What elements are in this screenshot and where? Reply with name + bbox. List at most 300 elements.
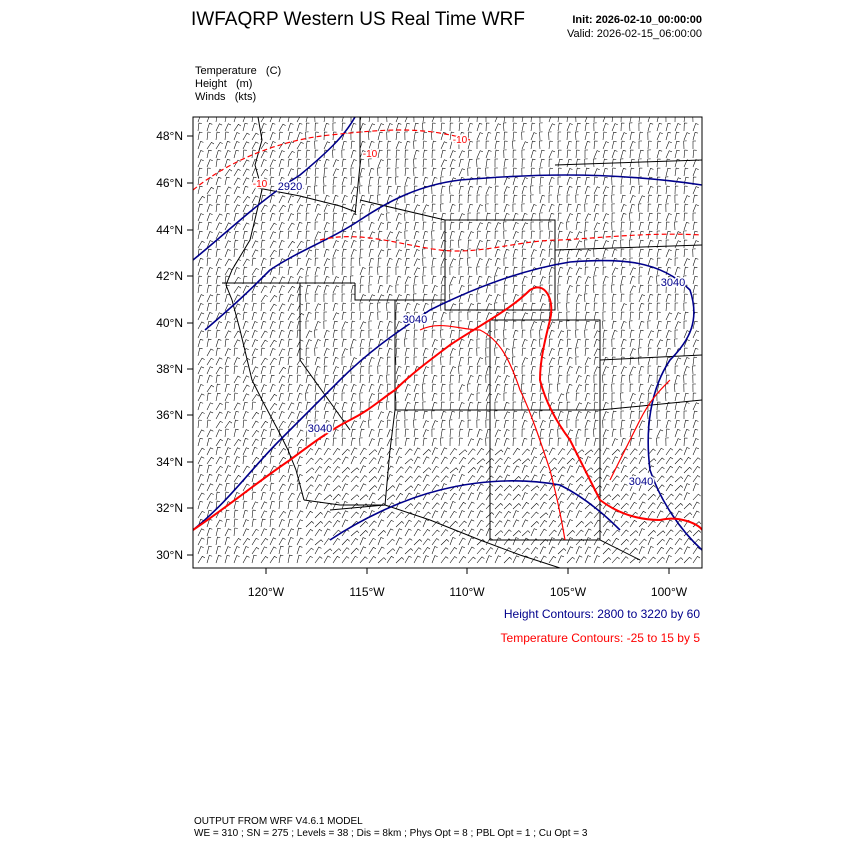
wind-barb (495, 330, 498, 338)
wind-barb (360, 375, 364, 383)
wind-barb (576, 303, 580, 311)
wind-barb (315, 485, 322, 492)
wind-barb (693, 429, 698, 437)
wind-barb (423, 240, 428, 248)
wind-barb (198, 267, 203, 275)
wind-barb (297, 241, 304, 248)
wind-barb (387, 366, 391, 374)
wind-barb (522, 204, 525, 212)
wind-barb (585, 150, 588, 158)
wind-barb (666, 114, 669, 122)
wind-barb (288, 132, 293, 140)
wind-barb (378, 295, 384, 302)
wind-barb (333, 348, 338, 356)
wind-barb (441, 539, 449, 545)
wind-barb (351, 556, 358, 563)
wind-barb (261, 286, 267, 293)
wind-barb (549, 124, 555, 131)
wind-barb (666, 204, 669, 212)
wind-barb (648, 123, 653, 131)
wind-barb (513, 195, 517, 203)
wind-barb (585, 186, 590, 194)
wind-barb (621, 240, 624, 248)
wind-barb (684, 484, 690, 491)
wind-barb (657, 213, 661, 221)
wind-barb (386, 204, 389, 212)
wind-barb (270, 547, 276, 554)
wind-barb (657, 348, 661, 356)
wind-barb (207, 555, 212, 563)
wind-barb (567, 458, 575, 464)
wind-barb (342, 511, 348, 518)
wind-barb (675, 322, 681, 329)
wind-barb (288, 403, 294, 410)
wind-barb (369, 521, 377, 527)
wind-barb (261, 115, 268, 122)
wind-barb (423, 177, 428, 185)
wind-barb (234, 528, 238, 536)
wind-barb (198, 276, 202, 284)
wind-barb (522, 285, 526, 293)
wind-barb (486, 123, 489, 131)
height-contours-legend: Height Contours: 2800 to 3220 by 60 (503, 607, 700, 621)
wind-barb (531, 429, 536, 437)
wind-barb (585, 450, 593, 455)
lon-label-105: 105°W (549, 585, 587, 599)
wind-barb (468, 520, 474, 527)
wind-barb (351, 150, 356, 158)
wind-barb (351, 241, 357, 249)
wind-barb (288, 151, 295, 158)
wind-barb (566, 222, 569, 230)
wind-barb (342, 539, 350, 545)
wind-barb (594, 375, 597, 383)
wind-barb (495, 186, 499, 194)
wind-barb (396, 529, 402, 536)
wind-barb (639, 449, 646, 455)
wind-barb (693, 420, 698, 428)
wind-barb (531, 486, 539, 491)
wind-barb (522, 132, 525, 140)
wind-barb (387, 312, 391, 320)
wind-barb (531, 133, 537, 140)
wind-barb (405, 177, 410, 185)
wind-barb (261, 466, 268, 473)
wind-barb (612, 124, 618, 131)
wind-barb (666, 259, 672, 266)
wind-barb (648, 213, 653, 221)
wind-barb (378, 214, 384, 221)
model-config: WE = 310 ; SN = 275 ; Levels = 38 ; Dis = 8km ; Phys Opt = 8 ; PBL Opt = 1 ; Cu Opt = 3 (194, 828, 588, 839)
wind-barb (378, 357, 383, 365)
wind-barb (540, 529, 547, 536)
wind-barb (486, 231, 490, 239)
wind-barb (441, 402, 445, 410)
wind-barb (666, 484, 673, 491)
wind-barb (324, 357, 328, 365)
wind-barb (576, 213, 581, 221)
wind-barb (396, 312, 399, 320)
wind-barb (198, 141, 203, 149)
wind-barb (306, 402, 311, 410)
wind-barb (306, 204, 311, 212)
wind-barb (468, 312, 471, 320)
wind-barb (504, 231, 507, 239)
wind-barb (684, 457, 691, 464)
wind-barb (558, 538, 565, 545)
wind-barb (522, 548, 530, 554)
wind-barb (666, 151, 672, 158)
wind-barb (315, 366, 320, 374)
wind-barb (378, 466, 384, 473)
wind-barb (333, 538, 340, 545)
wind-barb (495, 485, 503, 491)
wind-barb (576, 477, 584, 483)
wind-barb (432, 115, 438, 122)
wind-barb (207, 438, 212, 446)
wind-barb (270, 160, 276, 167)
wind-barb (216, 555, 221, 563)
wind-barb (288, 510, 293, 518)
wind-barb (360, 511, 367, 518)
wind-barb (387, 114, 390, 122)
wind-barb (387, 276, 390, 284)
wind-barb (468, 249, 471, 257)
wind-barb (675, 375, 680, 383)
wind-barb (207, 123, 212, 131)
wind-barb (279, 376, 285, 383)
wind-barb (621, 339, 626, 347)
wind-barb (693, 132, 698, 140)
wind-barb (342, 357, 345, 365)
wind-barb (432, 476, 439, 482)
wind-barb (666, 294, 671, 302)
wind-barb (279, 231, 283, 239)
wind-barb (432, 150, 435, 158)
wind-barb (549, 267, 554, 275)
wind-barb (693, 494, 701, 500)
wind-barb (450, 114, 454, 122)
wind-barb (621, 205, 627, 213)
height-label-3040-west: 3040 (307, 423, 333, 435)
wind-barb (468, 348, 473, 356)
wind-barb (585, 258, 590, 266)
wind-barb (225, 412, 231, 420)
wind-barb (351, 231, 356, 239)
wind-barb (297, 294, 301, 302)
wind-barb (369, 547, 376, 554)
wind-barb (549, 249, 552, 257)
wind-barb (351, 294, 355, 302)
wind-barb (639, 539, 647, 545)
wind-barb (459, 556, 466, 563)
wind-barb (288, 546, 292, 554)
wind-barb (306, 556, 313, 563)
wind-barb (549, 366, 553, 374)
wind-barb (630, 168, 634, 176)
wind-barb (360, 466, 366, 473)
wind-barb (198, 430, 204, 437)
wind-barb (477, 484, 484, 491)
wind-barb (279, 241, 285, 249)
wind-barb (198, 501, 203, 509)
wind-barb (459, 438, 463, 446)
wind-barb (567, 357, 572, 365)
wind-barb (531, 114, 535, 122)
wind-barb (648, 538, 654, 545)
wind-barb (612, 557, 620, 563)
wind-barb (396, 420, 400, 428)
wind-barb (414, 231, 419, 239)
wind-barb (441, 384, 446, 392)
wind-barb (423, 457, 429, 464)
wind-barb (648, 366, 651, 374)
wind-barb (594, 556, 600, 563)
wind-barb (486, 150, 492, 158)
wind-barb (585, 529, 591, 536)
wind-barb (288, 159, 292, 167)
wind-barb (468, 150, 472, 158)
wind-barb (585, 204, 588, 212)
wind-barb (414, 384, 419, 392)
wind-barb (567, 520, 573, 527)
wind-barb (675, 267, 680, 275)
wind-barb (378, 231, 382, 239)
wind-barb (459, 267, 462, 275)
wind-barb (252, 439, 259, 446)
wind-barb (324, 521, 332, 527)
wind-barb (342, 330, 345, 338)
wind-barb (477, 429, 482, 437)
wind-barb (648, 321, 651, 329)
wind-barb (540, 294, 545, 302)
wind-barb (306, 331, 312, 338)
wind-barb (612, 330, 617, 338)
wind-barb (576, 177, 581, 185)
wind-barb (207, 295, 213, 302)
wind-barb (342, 339, 347, 347)
wind-barb (468, 132, 472, 140)
wind-barb (504, 132, 507, 140)
wind-barb (387, 486, 395, 492)
wind-barb (198, 204, 203, 212)
wind-barb (395, 177, 398, 185)
wind-barb (270, 483, 274, 491)
wind-barb (567, 312, 570, 320)
wind-barb (270, 420, 275, 428)
wind-barb (594, 331, 600, 338)
wind-barb (234, 510, 238, 518)
wind-barb (603, 548, 611, 554)
wind-barb (332, 150, 335, 158)
wind-barb (387, 267, 391, 275)
wind-barb (306, 438, 309, 446)
wind-barb (477, 159, 480, 167)
wind-barb (657, 177, 660, 185)
wind-barb (585, 366, 589, 374)
wind-barb (342, 312, 346, 320)
wind-barb (342, 322, 348, 329)
wind-barb (252, 114, 256, 122)
wind-barb (306, 231, 309, 239)
wind-barb (612, 538, 619, 545)
wind-barb (369, 358, 375, 366)
wind-barb (243, 267, 247, 275)
wind-barb (630, 276, 635, 284)
wind-barb (369, 476, 377, 482)
wind-barb (612, 312, 616, 320)
wind-barb (369, 529, 376, 536)
wind-barb (468, 439, 474, 446)
wind-barb (243, 412, 249, 420)
wind-barb (288, 169, 294, 176)
wind-barb (225, 259, 232, 266)
wind-barb (243, 169, 249, 176)
wind-barb (270, 538, 276, 545)
wind-barb (225, 466, 231, 473)
wind-barb (198, 511, 205, 518)
wind-barb (495, 556, 501, 563)
wind-barb (288, 241, 295, 248)
wind-barb (567, 339, 571, 347)
wind-barb (360, 538, 366, 545)
wind-barb (495, 159, 498, 167)
wind-barb (693, 169, 699, 177)
wind-barb (522, 366, 525, 374)
wind-barb (459, 385, 465, 392)
wind-barb (531, 231, 535, 239)
wind-barb (261, 519, 266, 527)
wind-barb (432, 258, 436, 266)
wind-barb (216, 520, 223, 527)
wind-barb (414, 348, 418, 356)
wind-barb (207, 303, 212, 311)
wind-barb (279, 403, 285, 410)
wind-barb (387, 348, 392, 356)
wind-barb (549, 375, 552, 383)
wind-barb (279, 484, 286, 491)
wind-barb (513, 204, 516, 212)
wind-barb (396, 521, 404, 527)
wind-barb (297, 430, 303, 437)
height-label-3040-north: 3040 (402, 314, 428, 326)
wind-barb (684, 420, 689, 428)
wind-barb (315, 294, 318, 302)
wind-barb (207, 393, 211, 401)
wind-barb (621, 466, 627, 473)
wind-barb (486, 195, 489, 203)
wind-barb (648, 249, 653, 257)
wind-barb (495, 402, 498, 410)
wind-barb (216, 285, 220, 293)
wind-barb (315, 467, 322, 474)
wind-barb (324, 366, 327, 374)
wind-barb (567, 557, 575, 563)
wind-barb (333, 132, 337, 140)
wind-barb (333, 186, 336, 194)
wind-barb (423, 330, 427, 338)
wind-barb (557, 294, 560, 302)
wind-barb (675, 249, 679, 257)
wind-barb (495, 115, 501, 122)
wind-barb (216, 384, 220, 392)
wind-barb (638, 348, 641, 356)
wind-barb (432, 186, 435, 194)
wind-barb (621, 357, 625, 365)
wind-barb (333, 195, 338, 203)
wind-barb (270, 511, 276, 519)
wind-barb (225, 394, 231, 401)
wind-barb (288, 339, 292, 347)
wind-barb (432, 123, 436, 131)
wind-barb (657, 511, 663, 518)
wind-barb (567, 177, 572, 185)
wind-barb (630, 303, 634, 311)
wind-barb (396, 132, 400, 140)
wind-barb (648, 375, 652, 383)
wind-barb (432, 411, 435, 419)
wind-barb (621, 114, 624, 122)
wind-barb (405, 195, 408, 203)
wind-barb (297, 205, 303, 212)
wind-barb (414, 259, 420, 266)
wind-barb (360, 195, 365, 203)
wind-barb (252, 529, 259, 536)
wind-barb (603, 420, 606, 428)
wind-barb (261, 484, 268, 491)
wind-barb (207, 195, 211, 203)
wind-barb (288, 322, 294, 330)
wind-barb (396, 339, 399, 347)
wind-barb (684, 475, 691, 482)
temperature-contours (193, 130, 702, 540)
wind-barb (495, 438, 500, 446)
wind-barb (693, 249, 696, 257)
wind-barb (225, 250, 231, 258)
wind-barb (270, 205, 276, 212)
wind-barb (603, 115, 609, 122)
wind-barb (270, 493, 276, 501)
wind-barb (468, 557, 476, 563)
wind-barb (369, 222, 374, 230)
wind-barb (270, 232, 276, 239)
wind-barb (432, 384, 436, 392)
wind-barb (423, 520, 429, 527)
wind-barb (450, 557, 457, 564)
wind-barb (441, 448, 447, 455)
wind-barb (693, 276, 698, 284)
wind-barb (621, 195, 626, 203)
wind-barb (531, 521, 539, 527)
wind-barb (630, 531, 638, 536)
wind-barb (477, 375, 482, 383)
wind-barb (441, 114, 444, 122)
wind-barb (396, 348, 400, 356)
wind-barb (207, 349, 214, 356)
wind-barb (477, 186, 482, 194)
wind-barb (585, 384, 589, 392)
valid-time: Valid: 2026-02-15_06:00:00 (567, 28, 702, 40)
wind-barb (675, 449, 682, 455)
wind-barb (549, 195, 552, 203)
wind-barb (513, 150, 516, 158)
wind-barb (522, 358, 528, 365)
wind-barb (684, 547, 690, 554)
wind-barb (512, 141, 515, 149)
wind-barb (387, 177, 392, 185)
wind-barb (657, 458, 664, 464)
wind-barb (558, 123, 562, 131)
